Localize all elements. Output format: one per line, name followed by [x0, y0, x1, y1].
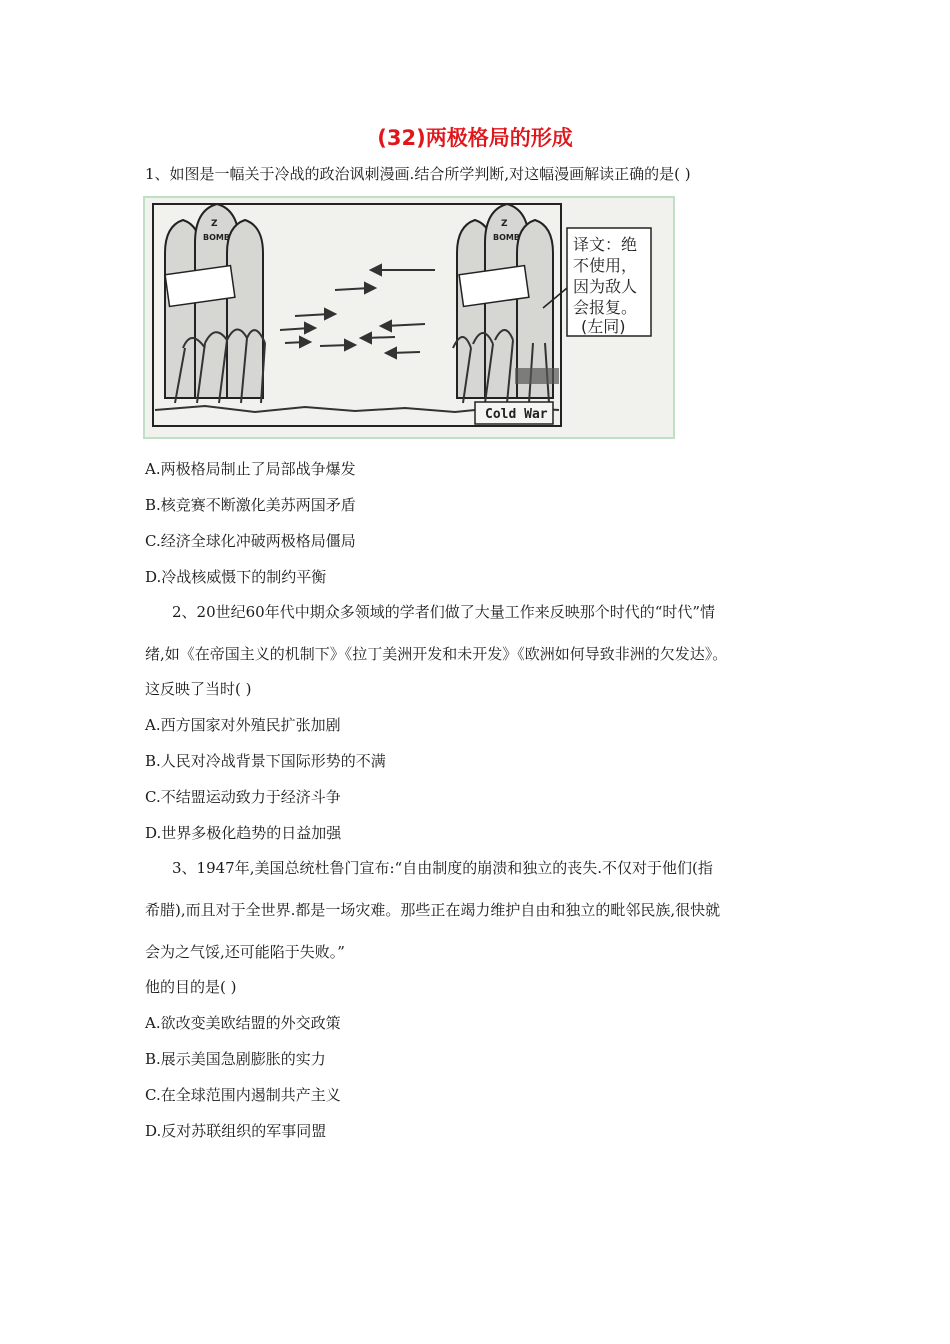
question-3-stem-line-3: 会为之气馁,还可能陷于失败。” — [145, 943, 345, 961]
question-3-stem-line-1: 3、1947年,美国总统杜鲁门宣布:“自由制度的崩溃和独立的丧失.不仅对于他们(指 — [172, 859, 713, 877]
right-bomb-letter: Z — [501, 219, 508, 229]
cartoon-caption: Cold War — [485, 407, 548, 422]
page-title: (32)两极格局的形成 — [377, 126, 573, 150]
cartoon-illustration — [145, 198, 673, 437]
left-bomb-label: BOMB — [203, 233, 230, 242]
translation-note-line-5: (左同) — [581, 317, 626, 336]
question-1-option-a: A.两极格局制止了局部战争爆发 — [145, 460, 356, 478]
translation-note-line-3: 因为敌人 — [573, 277, 638, 296]
question-2-stem-line-3: 这反映了当时( ) — [145, 680, 252, 698]
question-3-option-c: C.在全球范围内遏制共产主义 — [145, 1086, 341, 1104]
question-2-option-d: D.世界多极化趋势的日益加强 — [145, 824, 342, 842]
translation-note-line-2: 不使用， — [573, 256, 638, 275]
question-3-option-d: D.反对苏联组织的军事同盟 — [145, 1122, 327, 1140]
question-3-stem-line-4: 他的目的是( ) — [145, 978, 237, 996]
question-2-option-b: B.人民对冷战背景下国际形势的不满 — [145, 752, 386, 770]
question-1-option-b: B.核竞赛不断激化美苏两国矛盾 — [145, 496, 356, 514]
cold-war-cartoon — [143, 196, 675, 439]
question-1-stem: 1、如图是一幅关于冷战的政治讽刺漫画.结合所学判断,对这幅漫画解读正确的是( ) — [145, 165, 691, 183]
translation-note-line-4: 会报复。 — [573, 298, 638, 317]
question-2-stem-line-2: 绪,如《在帝国主义的机制下》《拉丁美洲开发和未开发》《欧洲如何导致非洲的欠发达》。 — [145, 645, 728, 663]
question-2-stem-line-1: 2、20世纪60年代中期众多领域的学者们做了大量工作来反映那个时代的“时代”情 — [172, 603, 716, 621]
question-3-stem-line-2: 希腊),而且对于全世界.都是一场灾难。那些正在竭力维护自由和独立的毗邻民族,很快就 — [145, 901, 721, 919]
right-bomb-label: BOMB — [493, 233, 520, 242]
question-1-option-c: C.经济全球化冲破两极格局僵局 — [145, 532, 356, 550]
question-2-option-c: C.不结盟运动致力于经济斗争 — [145, 788, 341, 806]
translation-note-line-1: 译文：绝 — [573, 235, 638, 254]
question-3-option-a: A.欲改变美欧结盟的外交政策 — [145, 1014, 341, 1032]
question-1-option-d: D.冷战核威慑下的制约平衡 — [145, 568, 327, 586]
left-bomb-letter: Z — [211, 219, 218, 229]
question-2-option-a: A.西方国家对外殖民扩张加剧 — [145, 716, 341, 734]
question-3-option-b: B.展示美国急剧膨胀的实力 — [145, 1050, 326, 1068]
